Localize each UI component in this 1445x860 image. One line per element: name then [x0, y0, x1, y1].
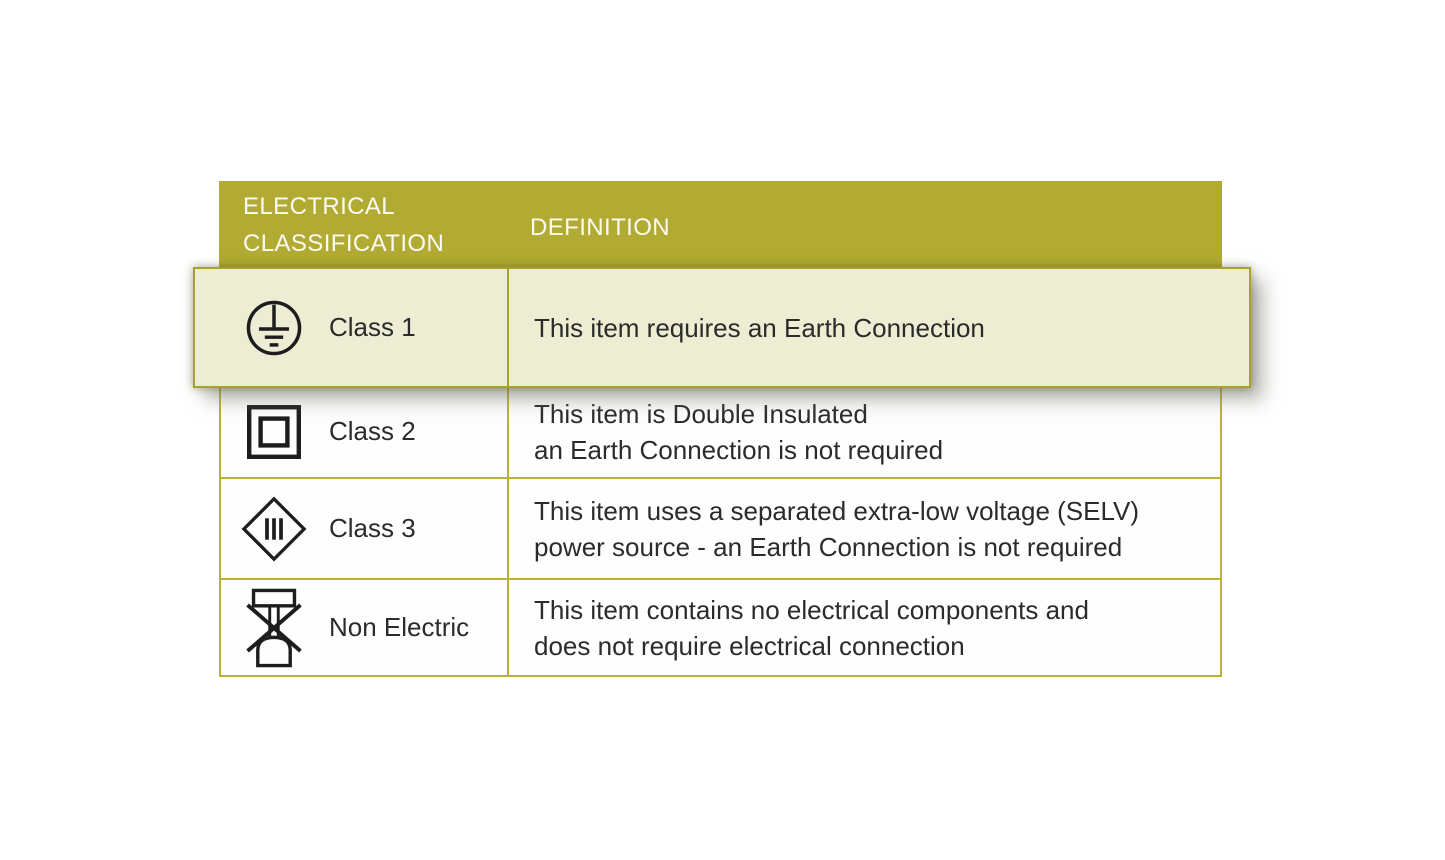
header-cell-definition: DEFINITION — [530, 213, 670, 241]
definition-line: does not require electrical connection — [534, 630, 965, 661]
definition-line: This item requires an Earth Connection — [534, 312, 985, 343]
class-label: Class 1 — [329, 312, 416, 342]
header-line-1: ELECTRICAL — [243, 192, 396, 220]
class-cell — [221, 386, 509, 477]
definition-line: an Earth Connection is not required — [534, 434, 944, 465]
class-cell — [221, 479, 509, 578]
definition-line: This item contains no electrical components and — [534, 594, 1089, 625]
non-electric-crossed-plug-icon — [241, 587, 307, 669]
class-label: Non Electric — [329, 612, 470, 642]
definition-line: This item uses a separated extra-low voltage (SELV) — [534, 495, 1140, 526]
header-line-2: CLASSIFICATION — [243, 229, 445, 257]
header-cell-electrical-classification — [219, 181, 507, 268]
definition-line: power source - an Earth Connection is not required — [534, 531, 1123, 562]
double-insulation-icon — [241, 405, 307, 459]
definition-cell — [509, 580, 1220, 675]
class-label: Class 3 — [329, 513, 416, 543]
table-header-row — [219, 181, 1222, 268]
class-label: Class 2 — [329, 416, 416, 446]
table-row-class-1-highlighted[interactable] — [193, 267, 1251, 388]
definition-cell — [509, 479, 1220, 578]
class-cell — [221, 580, 509, 675]
table-row-class-2[interactable] — [221, 386, 1220, 477]
class-3-selv-icon — [241, 491, 307, 567]
table-row-non-electric[interactable] — [221, 578, 1220, 675]
class-cell — [195, 269, 509, 386]
protective-earth-icon — [241, 299, 307, 357]
definition-cell — [509, 386, 1220, 477]
definition-cell — [509, 269, 1249, 386]
table-row-class-3[interactable] — [221, 477, 1220, 578]
definition-line: This item is Double Insulated — [534, 398, 868, 429]
